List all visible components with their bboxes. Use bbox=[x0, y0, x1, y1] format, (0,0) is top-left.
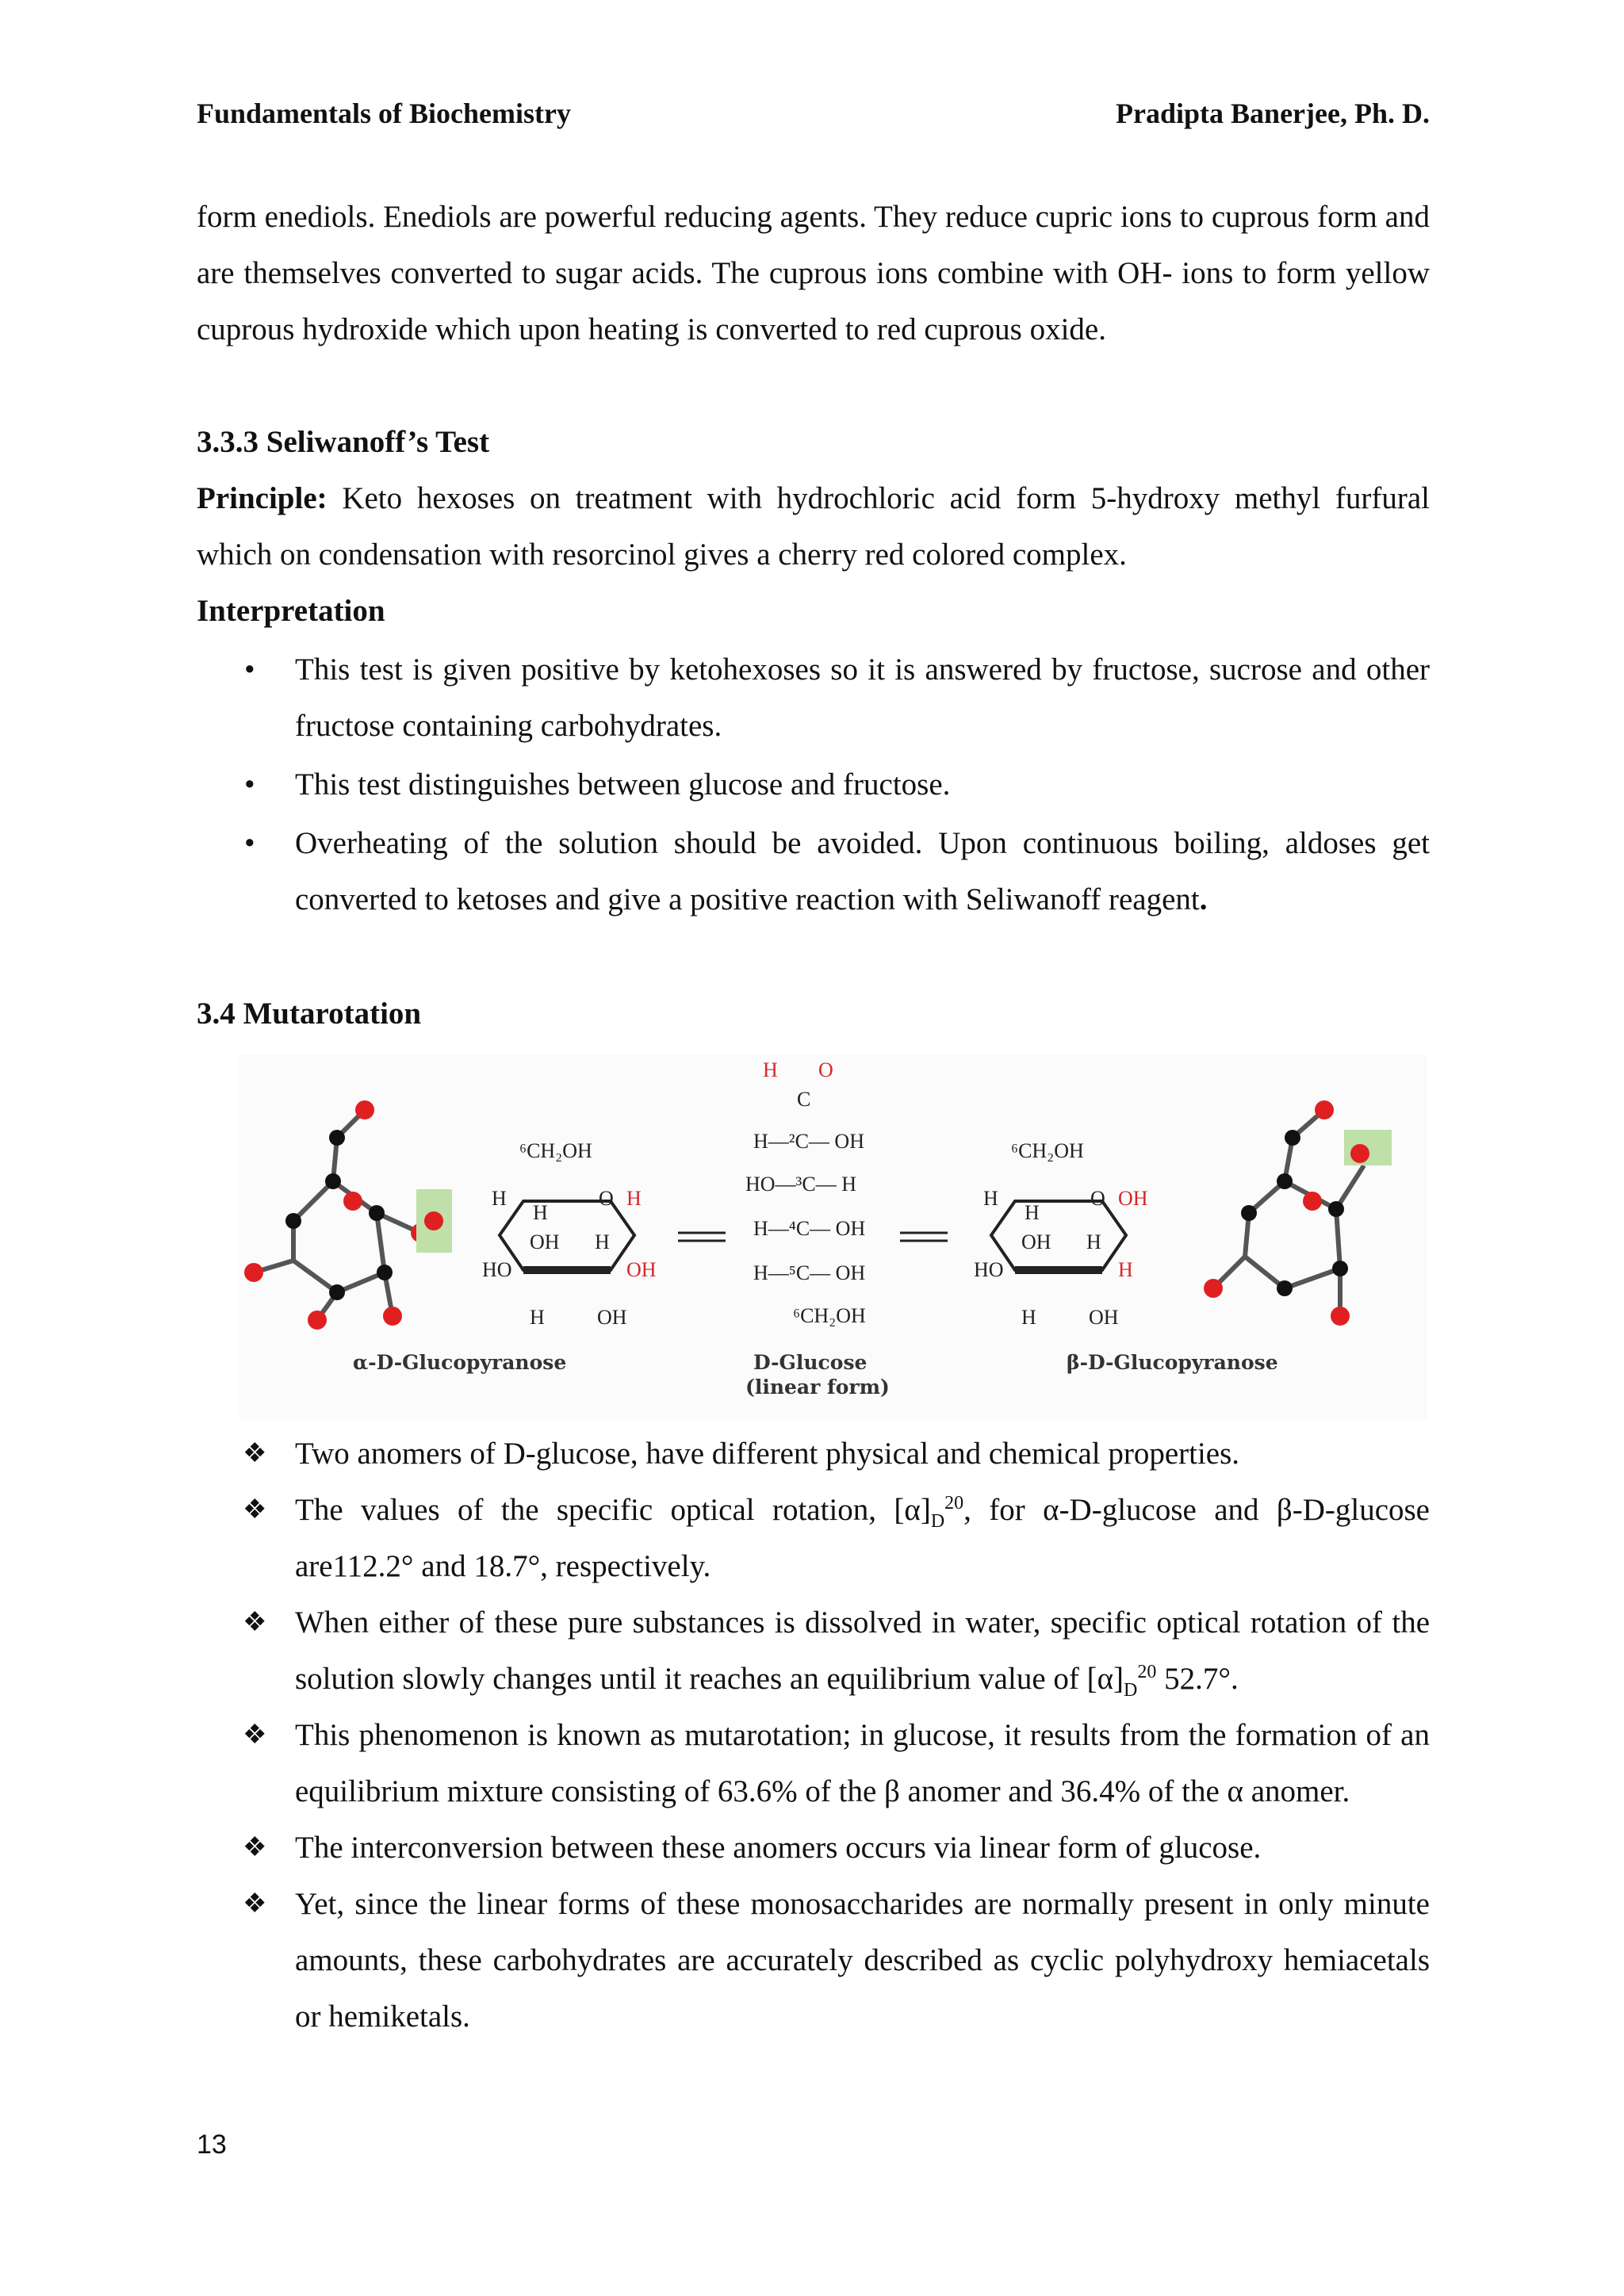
intro-paragraph: form enediols. Enediols are powerful reducing agents. They reduce cupric ions to cuprous form and are themselves converted to sugar acids. The cuprous ions combine with OH- ions to form yellow cuprous hydroxide which upon heating is converted to red cuprous oxide. bbox=[197, 200, 1430, 346]
page-number: 13 bbox=[197, 2130, 227, 2160]
svg-text:H: H bbox=[492, 1187, 507, 1210]
svg-text:OH: OH bbox=[1089, 1306, 1119, 1329]
principle-text: Keto hexoses on treatment with hydrochloric acid form 5-hydroxy methyl furfural which on condensation with resorcinol gives a cherry red colored complex. bbox=[197, 481, 1430, 572]
list-item-text: When either of these pure substances is dissolved in water, specific optical rotation of the solution slowly changes until it reaches an equilibrium value of [α] bbox=[295, 1605, 1430, 1696]
interpretation-list bbox=[197, 641, 1430, 928]
header-book-title: Fundamentals of Biochemistry bbox=[197, 98, 571, 129]
list-item: ❖ Two anomers of D-glucose, have different physical and chemical properties. bbox=[197, 1425, 1430, 1482]
running-header bbox=[197, 97, 1430, 136]
svg-text:H—⁴C— OH: H—⁴C— OH bbox=[753, 1217, 866, 1240]
svg-text:H: H bbox=[533, 1201, 548, 1224]
svg-text:OH: OH bbox=[1021, 1230, 1051, 1253]
list-item bbox=[197, 1594, 1430, 1707]
list-item: ❖ The interconversion between these anomers occurs via linear form of glucose. bbox=[197, 1820, 1430, 1876]
svg-text:O: O bbox=[599, 1187, 614, 1210]
list-item-text: The values of the specific optical rotation, [α] bbox=[295, 1493, 931, 1527]
subscript: D bbox=[930, 1510, 945, 1532]
svg-text:HO—³C— H: HO—³C— H bbox=[745, 1173, 856, 1196]
svg-text:H: H bbox=[530, 1306, 545, 1329]
svg-text:H: H bbox=[763, 1058, 778, 1081]
svg-text:H: H bbox=[1118, 1258, 1133, 1281]
svg-text:O: O bbox=[818, 1058, 833, 1081]
beta-caption: β-D-Glucopyranose bbox=[1067, 1351, 1278, 1374]
svg-text:OH: OH bbox=[1118, 1187, 1148, 1210]
list-item-text: Overheating of the solution should be avoided. Upon continuous boiling, aldoses get converted to ketoses and give a positive reaction with Seliwanoff reagent bbox=[295, 826, 1430, 916]
list-item: • This test distinguishes between glucose and fructose. bbox=[197, 756, 1430, 813]
list-item: ❖ Yet, since the linear forms of these monosaccharides are normally present in only minute amounts, these carbohydrates are accurately described as cyclic polyhydroxy hemiacetals or hemiketals. bbox=[197, 1876, 1430, 2045]
svg-text:H—²C— OH: H—²C— OH bbox=[753, 1130, 864, 1153]
mutarotation-list-block bbox=[197, 1425, 1430, 2045]
svg-text:⁶CH₂OH: ⁶CH₂OH bbox=[793, 1304, 866, 1327]
list-item bbox=[197, 815, 1430, 928]
mutarotation-heading-block bbox=[197, 985, 1430, 1042]
svg-text:⁶CH₂OH: ⁶CH₂OH bbox=[1011, 1139, 1084, 1162]
svg-text:H: H bbox=[1025, 1201, 1040, 1224]
svg-text:HO: HO bbox=[482, 1258, 512, 1281]
svg-text:H: H bbox=[983, 1187, 998, 1210]
svg-text:H: H bbox=[1021, 1306, 1036, 1329]
principle-paragraph bbox=[197, 470, 1430, 583]
header-author: Pradipta Banerjee, Ph. D. bbox=[1116, 98, 1430, 129]
svg-text:OH: OH bbox=[626, 1258, 657, 1281]
list-item: • This test is given positive by ketohexoses so it is answered by fructose, sucrose and other fructose containing carbohydrates. bbox=[197, 641, 1430, 754]
mutarotation-heading: 3.4 Mutarotation bbox=[197, 997, 422, 1031]
svg-text:OH: OH bbox=[530, 1230, 560, 1253]
svg-text:C: C bbox=[797, 1088, 811, 1111]
superscript: 20 bbox=[944, 1493, 964, 1513]
svg-text:OH: OH bbox=[597, 1306, 627, 1329]
subscript: D bbox=[1124, 1679, 1138, 1701]
interpretation-heading: Interpretation bbox=[197, 594, 385, 628]
principle-label: Principle: bbox=[197, 481, 327, 515]
list-item-text: 52.7°. bbox=[1156, 1662, 1239, 1696]
svg-text:H: H bbox=[626, 1187, 642, 1210]
intro-section bbox=[197, 189, 1430, 358]
seliwanoff-heading: 3.3.3 Seliwanoff’s Test bbox=[197, 425, 490, 459]
seliwanoff-section bbox=[197, 414, 1430, 928]
svg-text:H—⁵C— OH: H—⁵C— OH bbox=[753, 1261, 866, 1284]
svg-text:H: H bbox=[1086, 1230, 1101, 1253]
mutarotation-figure bbox=[238, 1054, 1427, 1419]
mutarotation-list bbox=[197, 1425, 1430, 2045]
superscript: 20 bbox=[1137, 1662, 1157, 1682]
list-item: ❖ This phenomenon is known as mutarotation; in glucose, it results from the formation of an equilibrium mixture consisting of 63.6% of the β anomer and 36.4% of the α anomer. bbox=[197, 1707, 1430, 1820]
svg-text:HO: HO bbox=[974, 1258, 1004, 1281]
alpha-caption: α-D-Glucopyranose bbox=[353, 1351, 567, 1374]
svg-text:⁶CH₂OH: ⁶CH₂OH bbox=[519, 1139, 592, 1162]
list-item bbox=[197, 1482, 1430, 1594]
list-item-text: , for α-D-glucose and β-D-glucose are112.2° and 18.7°, respectively. bbox=[295, 1493, 1430, 1583]
svg-text:O: O bbox=[1090, 1187, 1105, 1210]
bold-period: . bbox=[1199, 882, 1208, 916]
svg-text:H: H bbox=[595, 1230, 610, 1253]
linear-caption-line1: D-Glucose bbox=[753, 1351, 868, 1374]
linear-caption-line2: (linear form) bbox=[745, 1376, 890, 1399]
